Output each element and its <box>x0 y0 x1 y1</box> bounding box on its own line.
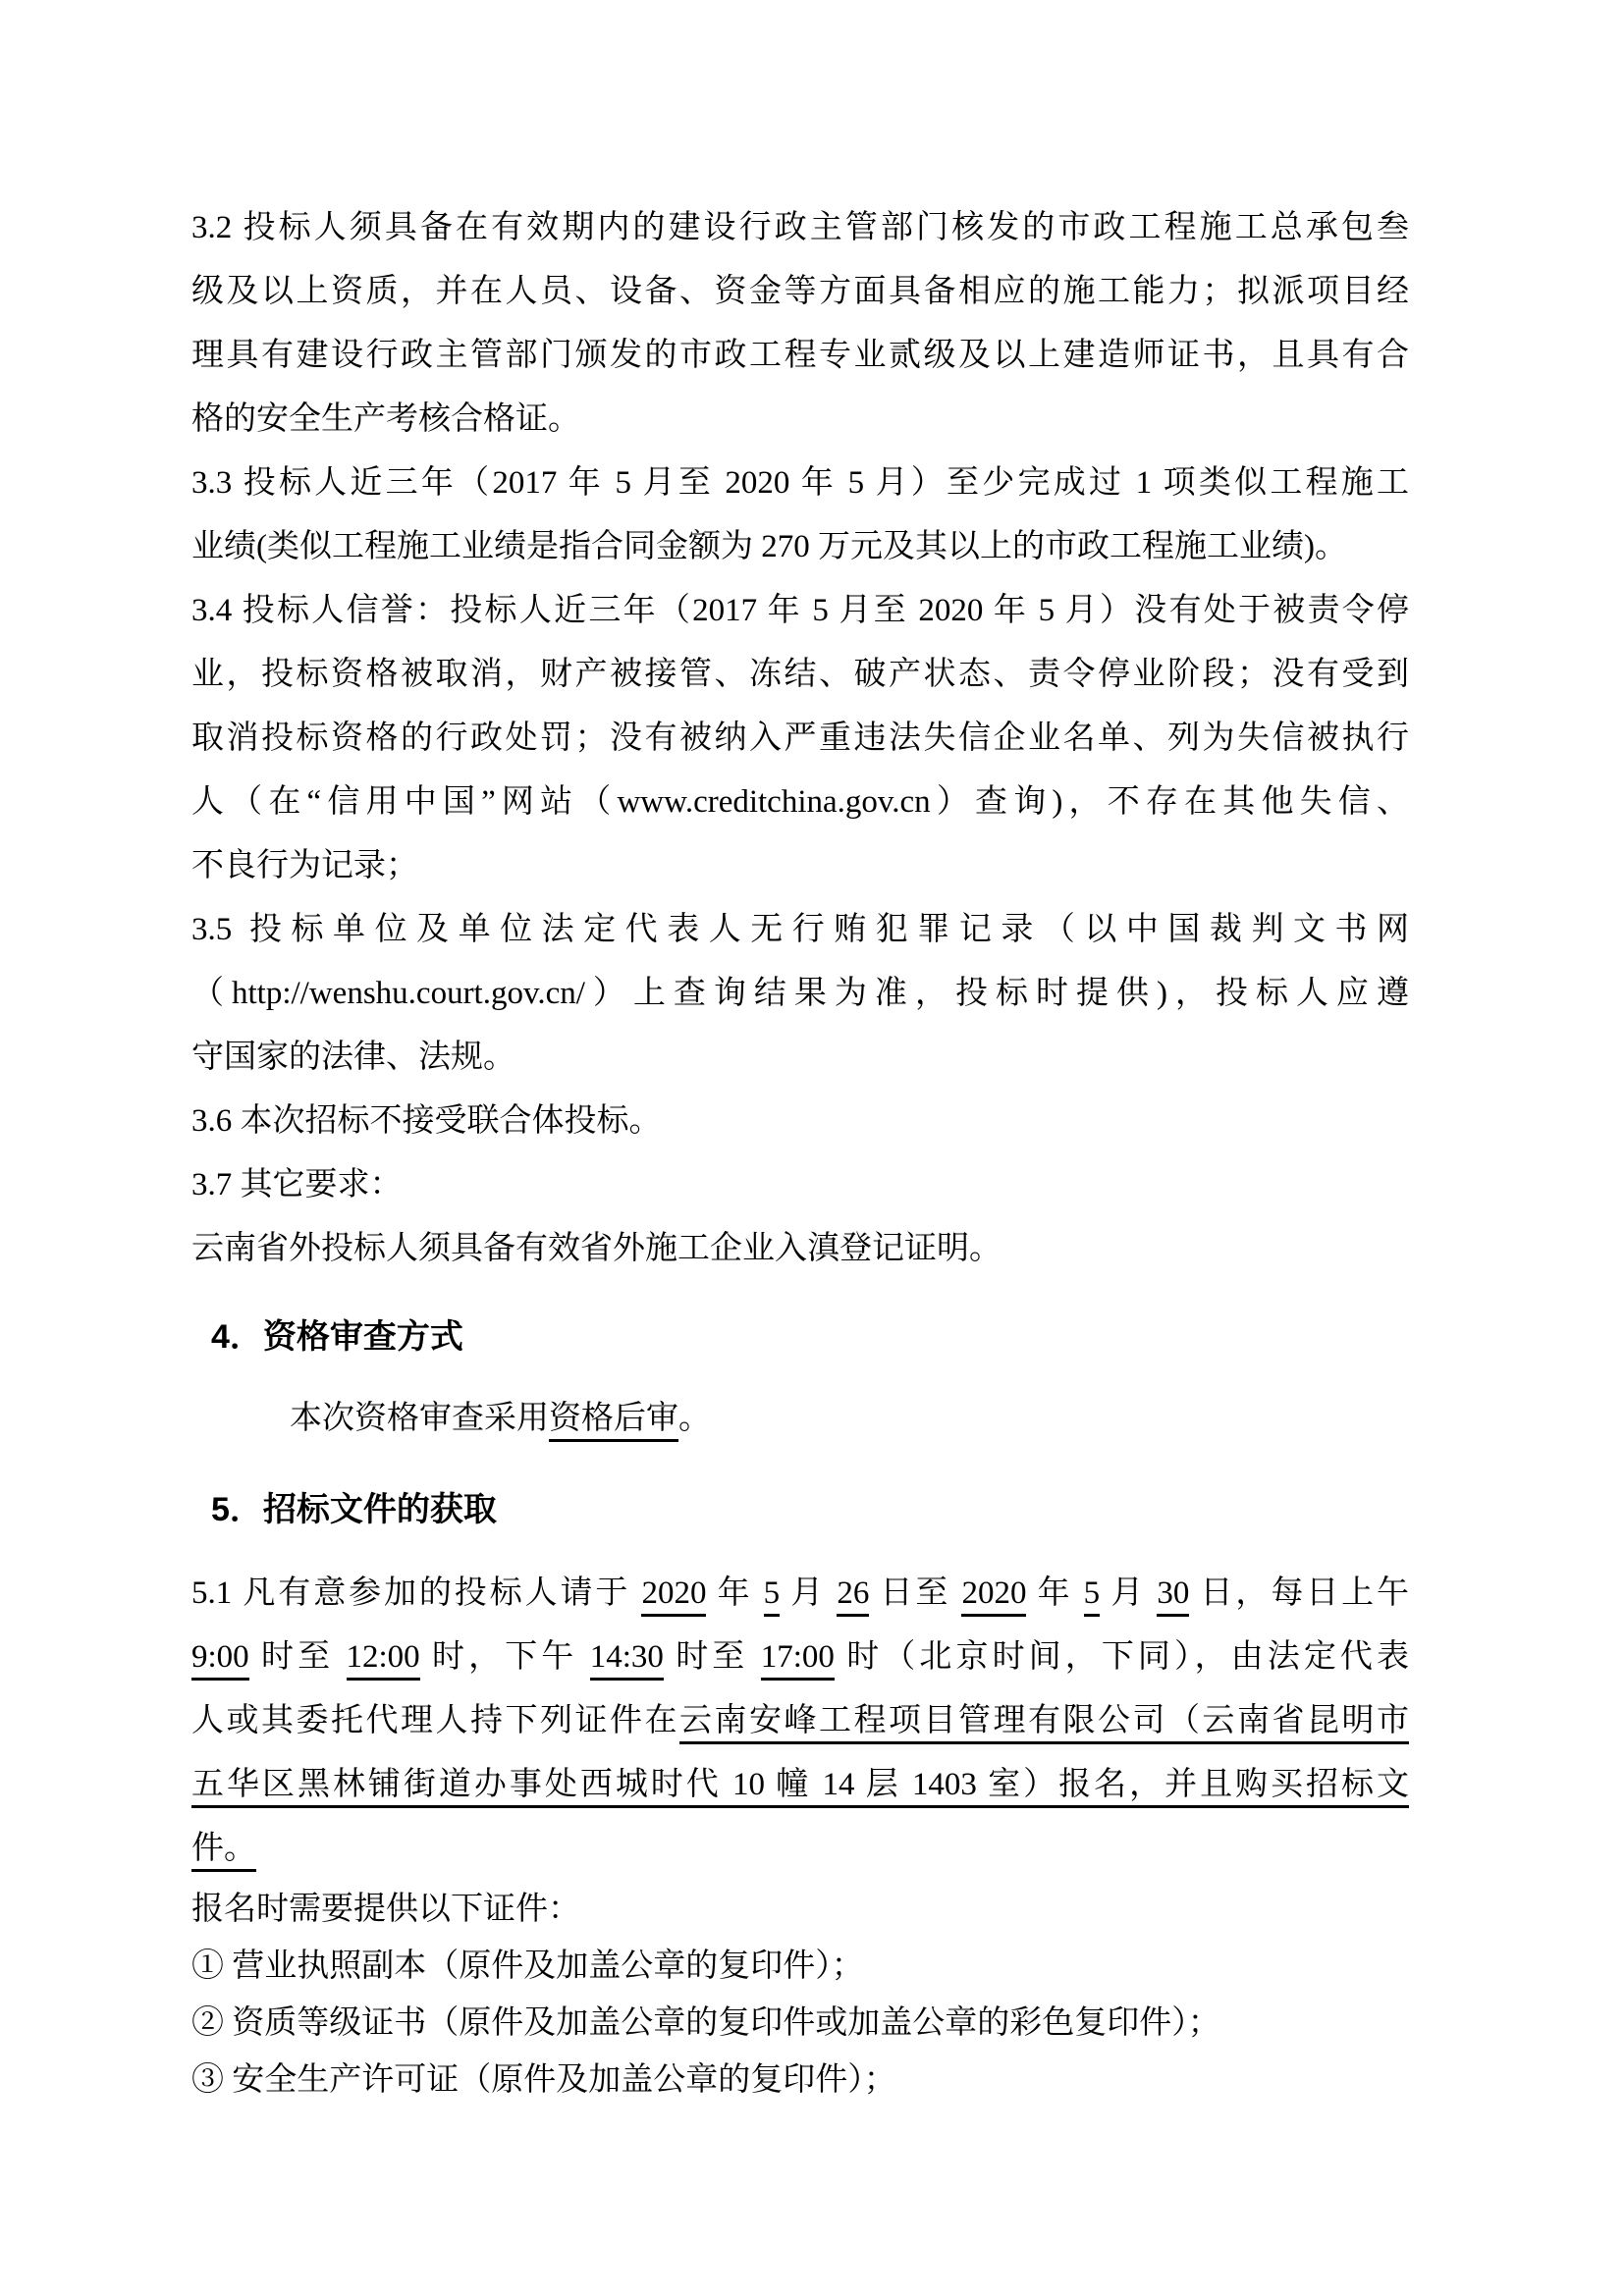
start-year-underlined: 2020 <box>641 1575 706 1617</box>
clause-3-4-line-4: 人（在“信用中国”网站（www.creditchina.gov.cn）查询)，不存在其他失信、 <box>191 784 1409 820</box>
start-month-underlined: 5 <box>764 1575 781 1617</box>
list-item-3: ③ 安全生产许可证（原件及加盖公章的复印件）； <box>191 2062 896 2098</box>
agency-name-underlined: 云南安峰工程项目管理有限公司（云南省昆明市 <box>679 1703 1409 1744</box>
clause-5-1-line-1 <box>191 1562 1409 1626</box>
clause-3-4-line-1: 3.4 投标人信誉：投标人近三年（2017 年 5 月至 2020 年 5 月）没有处于被责令停 <box>191 593 1409 628</box>
start-day-underlined: 26 <box>837 1575 869 1617</box>
clause-3-5-line-3: 守国家的法律、法规。 <box>191 1040 515 1075</box>
clause-5-1-text: 月 <box>780 1575 838 1611</box>
clause-3-5-line-2: （http://wenshu.court.gov.cn/）上查询结果为准，投标时提供)，投标人应遵 <box>191 976 1409 1011</box>
clause-5-1-line-4 <box>191 1753 1409 1817</box>
list-item-1: ① 营业执照副本（原件及加盖公章的复印件）； <box>191 1949 864 1984</box>
clause-3-7-note: 云南省外投标人须具备有效省外施工企业入滇登记证明。 <box>191 1231 1001 1266</box>
morning-end-time-underlined: 12:00 <box>347 1639 420 1681</box>
clause-3-5-line-1: 3.5 投标单位及单位法定代表人无行贿犯罪记录（以中国裁判文书网 <box>191 912 1409 947</box>
morning-start-time-underlined: 9:00 <box>191 1639 249 1681</box>
clause-5-1-line-2 <box>191 1626 1409 1689</box>
clause-5-1-text: 时（北京时间，下同），由法定代表 <box>834 1639 1410 1675</box>
section-4-body-line <box>191 1387 1409 1451</box>
clause-3-2-line-3: 理具有建设行政主管部门颁发的市政工程专业贰级及以上建造师证书，且具有合 <box>191 338 1409 373</box>
clause-5-1-text: 时，下午 <box>419 1639 590 1675</box>
afternoon-start-time-underlined: 14:30 <box>590 1639 664 1681</box>
clause-3-3-line-1: 3.3 投标人近三年（2017 年 5 月至 2020 年 5 月）至少完成过 1 项类似工程施工 <box>191 465 1409 501</box>
end-month-underlined: 5 <box>1084 1575 1101 1617</box>
clause-3-4-line-2: 业，投标资格被取消，财产被接管、冻结、破产状态、责令停业阶段；没有受到 <box>191 657 1409 692</box>
clause-5-1-text: 5.1 凡有意参加的投标人请于 <box>191 1575 642 1611</box>
qualification-method-underlined-text: 资格后审 <box>549 1401 678 1442</box>
clause-5-1-text: 年 <box>1026 1575 1084 1611</box>
section-4-heading: 4．资格审查方式 <box>211 1318 463 1356</box>
list-item-2: ② 资质等级证书（原件及加盖公章的复印件或加盖公章的彩色复印件）； <box>191 2005 1220 2041</box>
clause-3-3-line-2: 业绩(类似工程施工业绩是指合同金额为 270 万元及其以上的市政工程施工业绩)。 <box>191 529 1347 564</box>
clause-5-1-text: 年 <box>706 1575 764 1611</box>
clause-3-2-line-1: 3.2 投标人须具备在有效期内的建设行政主管部门核发的市政工程施工总承包叁 <box>191 210 1409 245</box>
clause-5-1-text: 日，每日上午 <box>1189 1575 1410 1611</box>
registration-note: 报名时需要提供以下证件： <box>191 1892 580 1927</box>
clause-5-1-line-3 <box>191 1689 1409 1753</box>
clause-5-1-text: 时至 <box>663 1639 761 1675</box>
section-4-body-text: 本次资格审查采用 <box>290 1401 549 1436</box>
section-4-body-period: 。 <box>678 1401 711 1436</box>
clause-3-7: 3.7 其它要求： <box>191 1167 403 1202</box>
document-text-block <box>191 196 1409 2109</box>
afternoon-end-time-underlined: 17:00 <box>761 1639 835 1681</box>
clause-3-4-line-5: 不良行为记录； <box>191 848 418 883</box>
clause-3-2-line-4: 格的安全生产考核合格证。 <box>191 401 580 437</box>
clause-3-6: 3.6 本次招标不接受联合体投标。 <box>191 1103 662 1139</box>
clause-5-1-line-5 <box>191 1817 1409 1881</box>
clause-5-1-text: 人或其委托代理人持下列证件在 <box>191 1703 679 1738</box>
agency-address-underlined: 五华区黑林铺街道办事处西城时代 10 幢 14 层 1403 室）报名，并且购买招标文 <box>191 1767 1409 1808</box>
clause-5-1-text: 日至 <box>869 1575 962 1611</box>
end-day-underlined: 30 <box>1157 1575 1189 1617</box>
clause-5-1-text: 月 <box>1100 1575 1158 1611</box>
clause-5-1-text: 时至 <box>248 1639 347 1675</box>
section-5-heading: 5．招标文件的获取 <box>211 1491 497 1528</box>
end-year-underlined: 2020 <box>961 1575 1026 1617</box>
clause-3-2-line-2: 级及以上资质，并在人员、设备、资金等方面具备相应的施工能力；拟派项目经 <box>191 274 1409 309</box>
agency-address-underlined-tail: 件。 <box>191 1831 256 1872</box>
clause-3-4-line-3: 取消投标资格的行政处罚；没有被纳入严重违法失信企业名单、列为失信被执行 <box>191 721 1409 756</box>
